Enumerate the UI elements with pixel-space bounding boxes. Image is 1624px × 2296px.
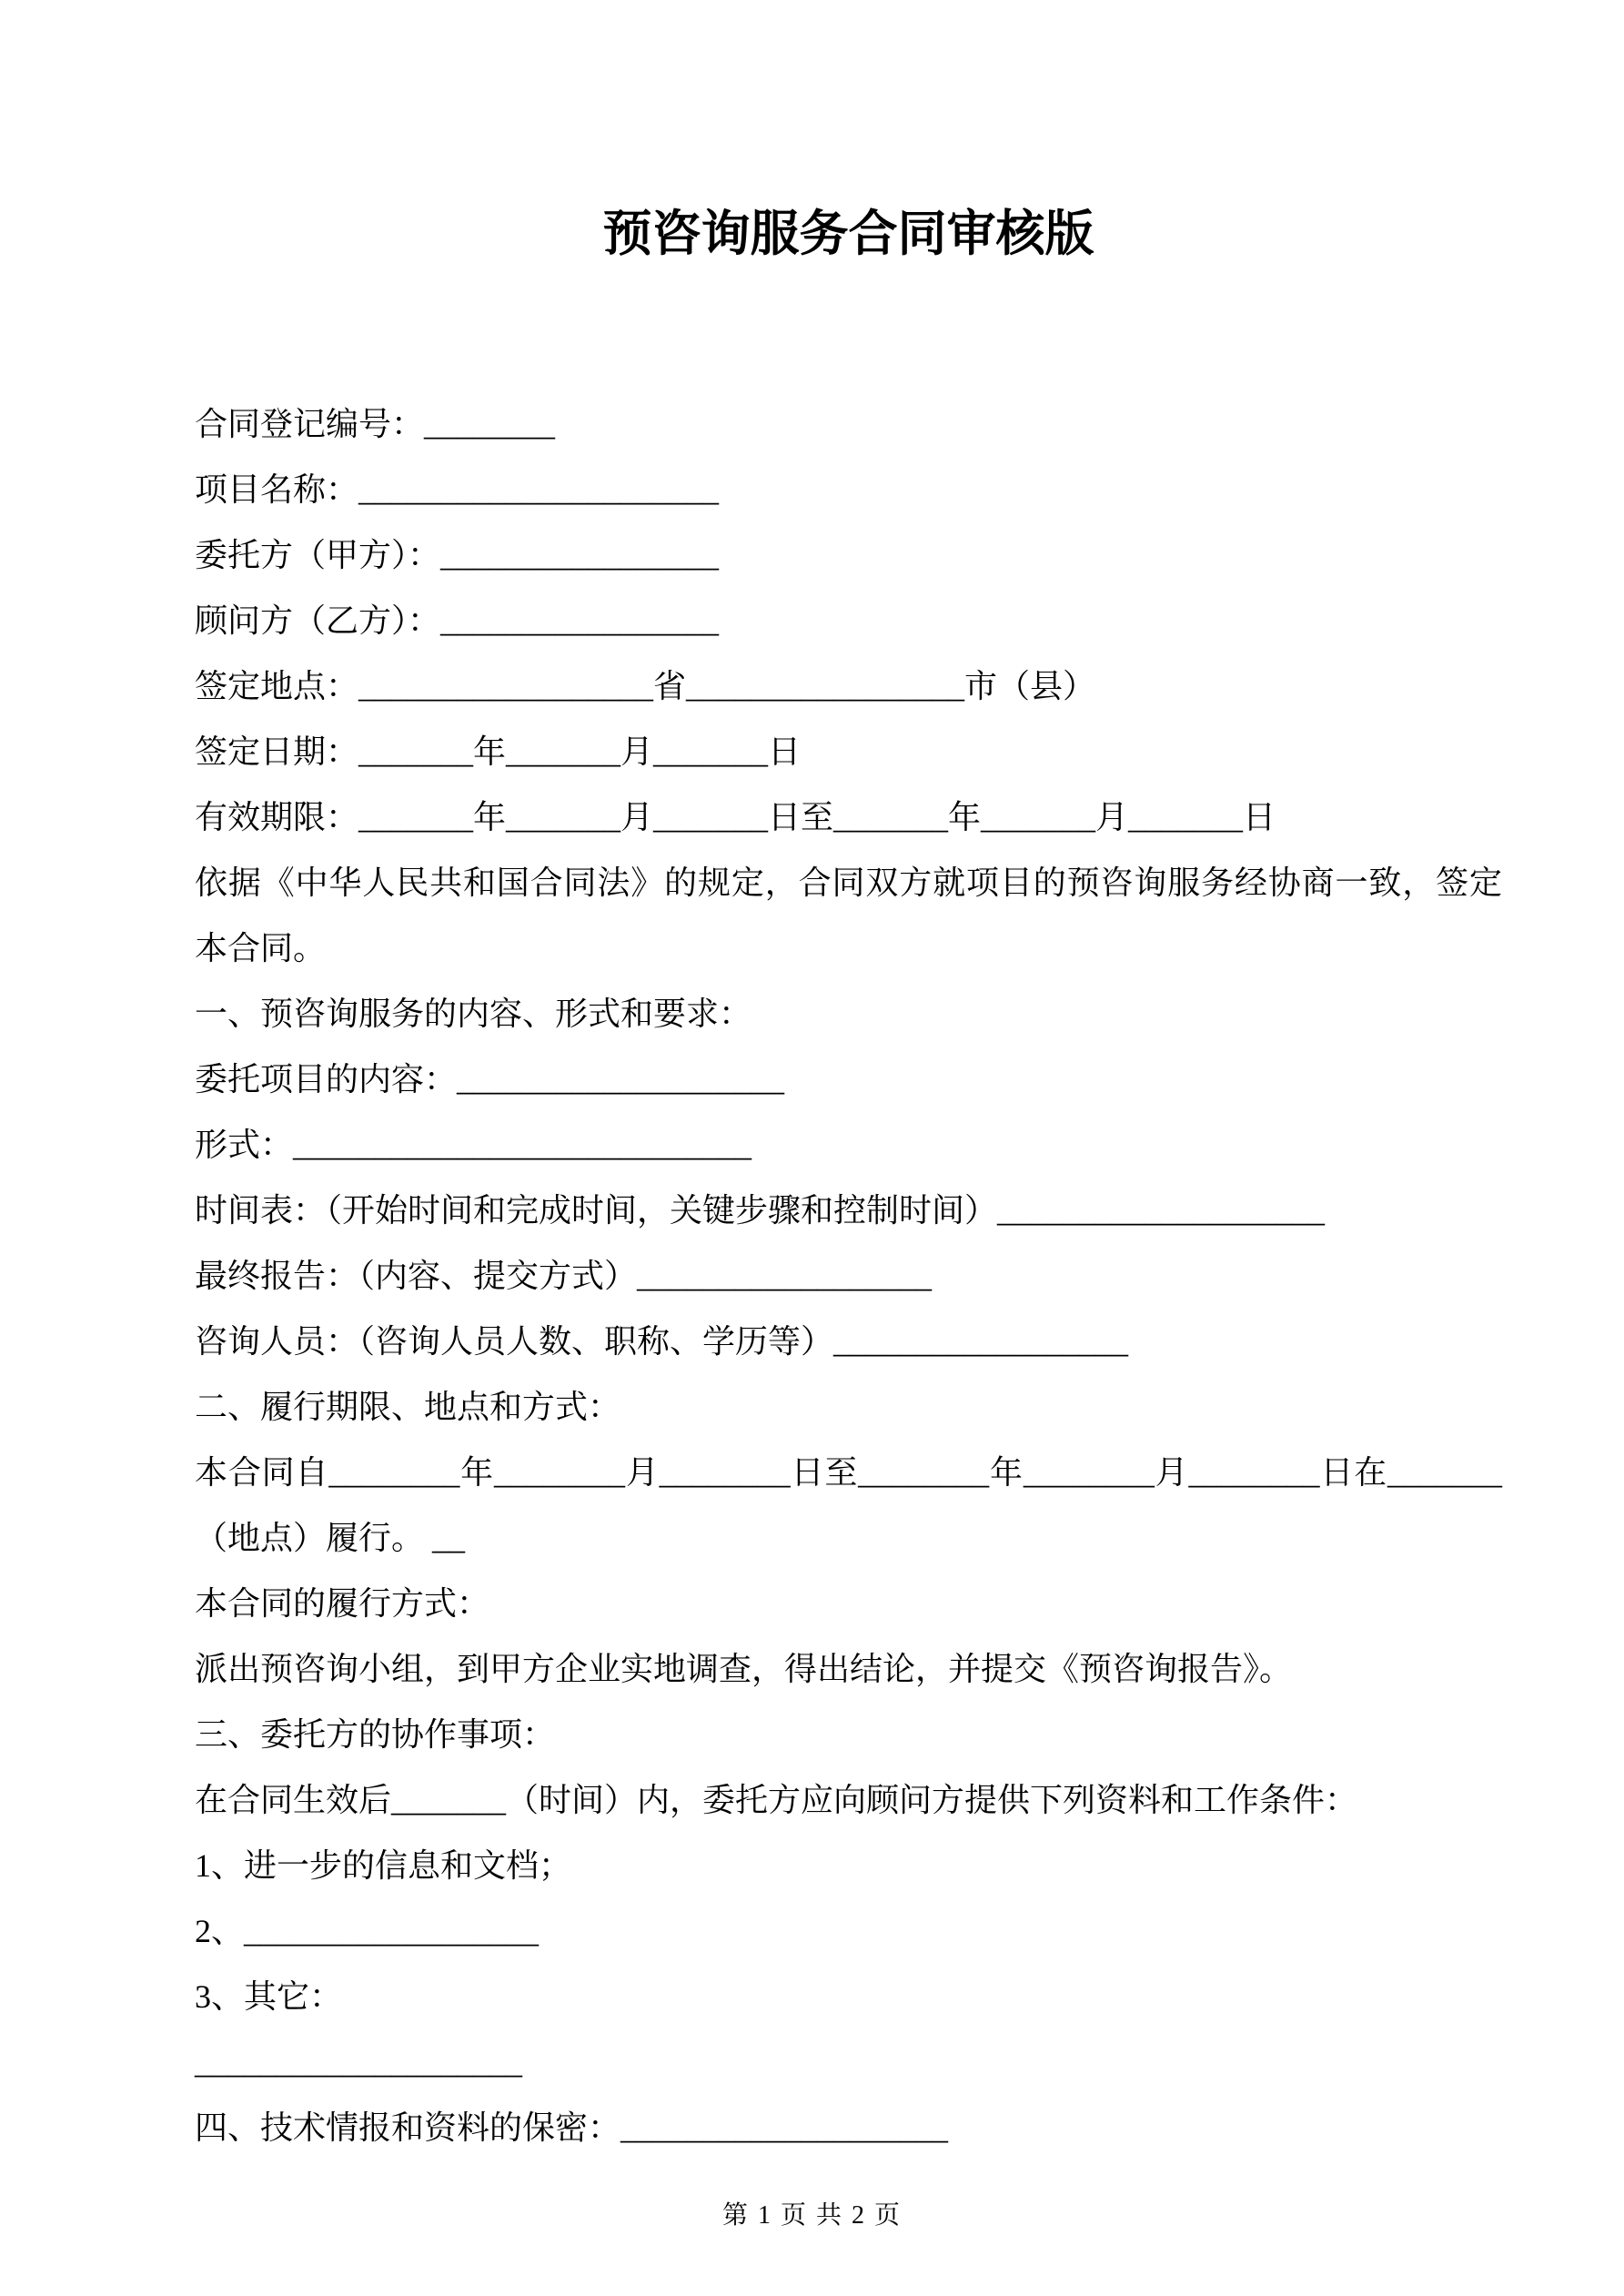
- document-title: 预咨询服务合同审核版: [602, 207, 1094, 261]
- final-report-line: 最终报告：（内容、提交方式）__________________: [195, 1257, 933, 1294]
- section-1-heading: 一、预咨询服务的内容、形式和要求：: [195, 995, 752, 1032]
- signing-date-line: 签定日期：_______年_______月_______日: [195, 733, 802, 770]
- cooperation-item-3-line: 3、其它：: [195, 1977, 343, 2015]
- client-party-a-line: 委托方（甲方）：_________________: [195, 536, 720, 573]
- consultants-line: 咨询人员：（咨询人员人数、职称、学历等）__________________: [195, 1322, 1129, 1360]
- section-3-heading: 三、委托方的协作事项：: [195, 1715, 556, 1753]
- validity-period-line: 有效期限：_______年_______月_______日至_______年_______月_______日: [195, 798, 1276, 835]
- signing-place-line: 签定地点：__________________省_________________市（县）: [195, 667, 1096, 704]
- legal-basis-paragraph: 依据《中华人民共和国合同法》的规定，合同双方就项目的预咨询服务经协商一致，签定本合同。: [195, 864, 1502, 966]
- cooperation-item-1-line: 1、进一步的信息和文档；: [195, 1846, 572, 1884]
- document-body: [195, 391, 1502, 2160]
- section-2-heading: 二、履行期限、地点和方式：: [195, 1388, 621, 1425]
- cooperation-item-2-line: 2、__________________: [195, 1912, 539, 1949]
- entrusted-project-content-line: 委托项目的内容：____________________: [195, 1060, 785, 1097]
- performance-method-label-line: 本合同的履行方式：: [195, 1584, 490, 1622]
- blank-fill-line: ____________________: [195, 2043, 522, 2080]
- performance-method-content-line: 派出预咨询小组，到甲方企业实地调查，得出结论，并提交《预咨询报告》。: [195, 1650, 1293, 1687]
- performance-period-line: 本合同自________年________月________日至________年________月________日在_______（地点）履行。 __: [195, 1453, 1502, 1556]
- timetable-line: 时间表：（开始时间和完成时间，关键步骤和控制时间）____________________: [195, 1191, 1326, 1229]
- cooperation-intro-line: 在合同生效后_______（时间）内，委托方应向顾问方提供下列资料和工作条件：: [195, 1781, 1358, 1818]
- form-line: 形式：____________________________: [195, 1126, 752, 1163]
- project-name-line: 项目名称：______________________: [195, 470, 720, 508]
- consultant-party-b-line: 顾问方（乙方）：_________________: [195, 602, 720, 639]
- page-number-footer: 第 1 页 共 2 页: [721, 2201, 902, 2230]
- contract-registration-number-line: 合同登记编号：________: [195, 405, 556, 442]
- section-4-heading: 四、技术情报和资料的保密：____________________: [195, 2109, 949, 2146]
